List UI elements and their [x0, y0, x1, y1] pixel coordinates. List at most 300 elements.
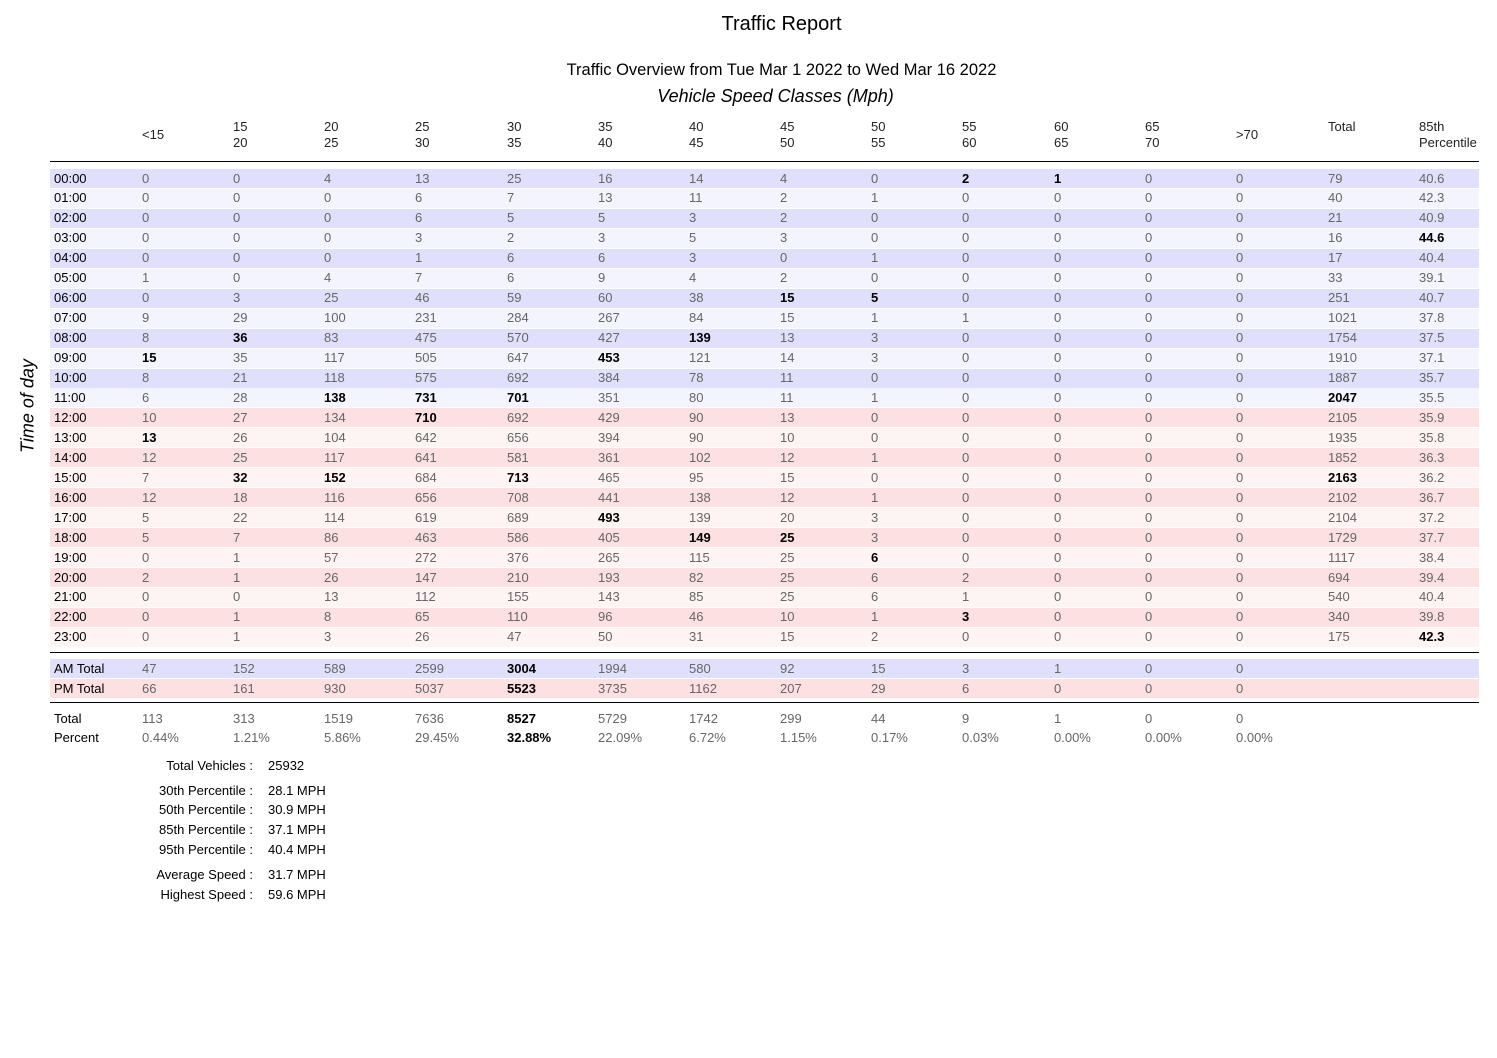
- table-cell: 15: [780, 469, 795, 485]
- table-cell: 139: [689, 330, 711, 346]
- table-cell: 0: [962, 509, 970, 525]
- table-cell: 0: [1145, 549, 1153, 565]
- row-band: [50, 209, 1479, 228]
- table-cell: 25: [780, 549, 795, 565]
- time-label: 00:00: [54, 170, 87, 186]
- table-cell: 0: [1145, 270, 1153, 286]
- table-cell: 37.1: [1419, 350, 1445, 366]
- table-cell: 29: [233, 310, 248, 326]
- table-cell: 193: [598, 569, 620, 585]
- table-cell: 26: [233, 429, 248, 445]
- table-cell: 0: [1145, 190, 1153, 206]
- subtotal-cell: 1: [1054, 660, 1062, 676]
- table-cell: 1117: [1328, 549, 1355, 565]
- table-cell: 656: [415, 489, 437, 505]
- table-cell: 6: [507, 250, 515, 266]
- table-cell: 139: [689, 509, 711, 525]
- table-cell: 1935: [1328, 429, 1357, 445]
- table-cell: 0: [1236, 190, 1244, 206]
- total-cell: 44: [871, 711, 886, 726]
- table-cell: 453: [598, 350, 620, 366]
- table-cell: 117: [324, 449, 345, 465]
- table-cell: 0: [1236, 529, 1244, 545]
- table-cell: 0: [142, 290, 150, 306]
- table-cell: 7: [415, 270, 423, 286]
- table-cell: 102: [689, 449, 711, 465]
- table-cell: 0: [142, 230, 150, 246]
- table-cell: 31: [689, 629, 704, 645]
- column-header-line2: 40: [598, 135, 613, 150]
- table-cell: 0: [1236, 290, 1244, 306]
- table-cell: 26: [415, 629, 430, 645]
- column-header-line1: 30: [507, 119, 522, 134]
- table-cell: 13: [780, 330, 795, 346]
- time-label: 19:00: [54, 549, 87, 565]
- table-cell: 18: [233, 489, 248, 505]
- total-cell: 0.00%: [1145, 729, 1182, 745]
- table-cell: 0: [871, 429, 879, 445]
- column-header: [962, 119, 976, 151]
- table-cell: 692: [507, 409, 529, 425]
- table-cell: 143: [598, 589, 620, 605]
- column-header: [871, 119, 885, 151]
- table-cell: 3: [871, 350, 879, 366]
- table-cell: 0: [1054, 629, 1062, 645]
- table-cell: 6: [142, 389, 150, 405]
- time-label: 20:00: [54, 569, 87, 585]
- subtotal-cell: 6: [962, 680, 970, 696]
- table-cell: 38: [689, 290, 704, 306]
- table-cell: 5: [142, 529, 150, 545]
- subtotal-cell: 15: [871, 660, 886, 676]
- row-band: [50, 568, 1479, 587]
- table-cell: 265: [598, 549, 620, 565]
- total-cell: 0.44%: [142, 729, 179, 745]
- table-cell: 0: [324, 190, 332, 206]
- subtotal-cell: 0: [1054, 680, 1062, 696]
- table-cell: 0: [1054, 549, 1062, 565]
- table-cell: 2: [962, 569, 970, 585]
- table-cell: 2: [142, 569, 150, 585]
- table-cell: 384: [598, 370, 620, 385]
- table-cell: 37.7: [1419, 529, 1445, 545]
- column-header: [324, 119, 338, 151]
- table-cell: 689: [507, 509, 529, 525]
- table-cell: 692: [507, 370, 529, 385]
- table-cell: 0: [1145, 250, 1153, 266]
- table-cell: 0: [1054, 389, 1062, 405]
- table-cell: 0: [1054, 290, 1062, 306]
- table-cell: 0: [871, 170, 879, 186]
- table-cell: 5: [142, 509, 150, 525]
- table-cell: 0: [233, 170, 241, 186]
- table-cell: 575: [415, 370, 437, 385]
- table-cell: 0: [233, 230, 241, 246]
- time-label: 23:00: [54, 629, 87, 645]
- column-header-line2: 45: [689, 135, 704, 150]
- row-band: [50, 309, 1479, 328]
- table-cell: 6: [871, 549, 879, 565]
- table-cell: 40.6: [1419, 170, 1445, 186]
- table-cell: 84: [689, 310, 704, 326]
- column-header: [598, 119, 612, 151]
- table-cell: 96: [598, 609, 613, 625]
- table-cell: 0: [1236, 330, 1244, 346]
- table-cell: 2105: [1328, 409, 1357, 425]
- column-header-line2: 30: [415, 135, 430, 150]
- table-cell: 0: [1054, 509, 1062, 525]
- table-cell: 42.3: [1419, 190, 1445, 206]
- table-cell: 60: [598, 290, 613, 306]
- time-label: 06:00: [54, 290, 87, 306]
- table-cell: 90: [689, 429, 704, 445]
- stat-value: 31.7 MPH: [268, 867, 326, 882]
- table-cell: 47: [507, 629, 522, 645]
- column-header: [233, 119, 247, 151]
- time-label: 11:00: [54, 389, 86, 405]
- divider-line: [50, 702, 1479, 703]
- table-cell: 36.3: [1419, 449, 1445, 465]
- table-cell: 1: [871, 449, 879, 465]
- table-cell: 6: [871, 569, 879, 585]
- table-cell: 493: [598, 509, 620, 525]
- table-cell: 0: [1145, 310, 1153, 326]
- table-cell: 0: [871, 469, 879, 485]
- table-cell: 376: [507, 549, 529, 565]
- row-band: [50, 229, 1479, 248]
- table-cell: 2: [871, 629, 879, 645]
- subtotal-label: PM Total: [54, 680, 105, 696]
- table-cell: 25: [233, 449, 248, 465]
- column-header-line1: 45: [780, 119, 795, 134]
- table-cell: 4: [780, 170, 788, 186]
- table-cell: 1: [871, 609, 879, 625]
- subtotal-cell: 29: [871, 680, 886, 696]
- stat-value: 25932: [268, 758, 305, 773]
- table-cell: 0: [142, 629, 150, 645]
- table-cell: 570: [507, 330, 529, 346]
- row-band: [50, 269, 1479, 288]
- column-header-line2: 70: [1145, 135, 1160, 150]
- table-cell: 0: [1145, 350, 1153, 366]
- table-cell: 15: [142, 350, 157, 366]
- subtotal-cell: 580: [689, 660, 711, 676]
- table-cell: 13: [780, 409, 795, 425]
- table-cell: 78: [689, 370, 704, 385]
- column-header-line1: 25: [415, 119, 430, 134]
- time-label: 04:00: [54, 250, 87, 266]
- table-cell: 713: [507, 469, 529, 485]
- column-header-line1: 20: [324, 119, 339, 134]
- table-cell: 10: [780, 429, 795, 445]
- subtotal-cell: 5037: [415, 680, 444, 696]
- table-cell: 27: [233, 409, 248, 425]
- table-cell: 0: [962, 449, 970, 465]
- table-cell: 0: [871, 409, 879, 425]
- table-cell: 95: [689, 469, 704, 485]
- row-band: [50, 588, 1479, 607]
- subtotal-cell: 3004: [507, 660, 536, 676]
- table-cell: 708: [507, 489, 529, 505]
- table-cell: 0: [233, 210, 241, 226]
- column-header-line1: Total: [1328, 119, 1356, 134]
- table-cell: 36: [233, 330, 248, 346]
- table-cell: 9: [142, 310, 150, 326]
- table-cell: 46: [689, 609, 704, 625]
- table-cell: 0: [962, 370, 970, 385]
- subtotal-band: [50, 679, 1479, 698]
- table-cell: 1: [962, 589, 970, 605]
- table-cell: 684: [415, 469, 437, 485]
- table-cell: 4: [689, 270, 697, 286]
- row-band: [50, 528, 1479, 547]
- column-header-line1: 85th: [1419, 119, 1445, 134]
- table-cell: 112: [415, 589, 436, 605]
- table-cell: 0: [1236, 609, 1244, 625]
- table-cell: 1887: [1328, 370, 1357, 385]
- table-cell: 104: [324, 429, 346, 445]
- table-cell: 0: [1054, 429, 1062, 445]
- table-cell: 2047: [1328, 389, 1357, 405]
- table-cell: 586: [507, 529, 529, 545]
- stat-label: 50th Percentile :: [159, 802, 253, 817]
- table-cell: 12: [780, 449, 795, 465]
- column-header-line2: 60: [962, 135, 977, 150]
- table-cell: 26: [324, 569, 339, 585]
- table-cell: 6: [415, 210, 423, 226]
- table-cell: 0: [962, 210, 970, 226]
- column-header-line2: 55: [871, 135, 886, 150]
- table-cell: 7: [233, 529, 241, 545]
- time-label: 03:00: [54, 230, 87, 246]
- time-label: 05:00: [54, 270, 87, 286]
- table-cell: 1: [233, 549, 241, 565]
- table-cell: 40.4: [1419, 250, 1445, 266]
- subtotal-cell: 2599: [415, 660, 444, 676]
- table-cell: 85: [689, 589, 704, 605]
- table-cell: 0: [1054, 489, 1062, 505]
- subtotal-cell: 66: [142, 680, 157, 696]
- table-cell: 4: [324, 270, 332, 286]
- table-cell: 3: [780, 230, 788, 246]
- table-cell: 25: [780, 529, 795, 545]
- table-cell: 0: [962, 549, 970, 565]
- column-header-line1: 55: [962, 119, 977, 134]
- table-cell: 0: [1054, 270, 1062, 286]
- total-cell: 0.00%: [1236, 729, 1273, 745]
- subtotal-cell: 1994: [598, 660, 627, 676]
- stat-label: 95th Percentile :: [159, 842, 253, 857]
- table-cell: 0: [1145, 429, 1153, 445]
- table-cell: 0: [871, 210, 879, 226]
- table-cell: 0: [233, 190, 241, 206]
- table-cell: 427: [598, 330, 620, 346]
- table-cell: 8: [324, 609, 332, 625]
- table-cell: 642: [415, 429, 437, 445]
- table-cell: 39.4: [1419, 569, 1445, 585]
- table-cell: 115: [689, 549, 710, 565]
- subtotal-cell: 0: [1145, 680, 1153, 696]
- time-label: 01:00: [54, 190, 87, 206]
- table-cell: 731: [415, 389, 437, 405]
- column-header: [415, 119, 429, 151]
- row-band: [50, 408, 1479, 427]
- subtotal-cell: 589: [324, 660, 346, 676]
- table-cell: 20: [780, 509, 795, 525]
- table-cell: 21: [233, 370, 248, 385]
- total-cell: 32.88%: [507, 729, 552, 745]
- table-cell: 1: [871, 250, 879, 266]
- total-cell: 113: [142, 711, 163, 726]
- time-label: 18:00: [54, 529, 87, 545]
- table-cell: 138: [689, 489, 711, 505]
- column-header-line2: 65: [1054, 135, 1069, 150]
- table-cell: 6: [507, 270, 515, 286]
- table-cell: 351: [598, 389, 620, 405]
- table-cell: 15: [780, 310, 795, 326]
- table-cell: 5: [598, 210, 606, 226]
- subtotal-cell: 207: [780, 680, 802, 696]
- row-band: [50, 628, 1479, 647]
- table-cell: 1: [871, 190, 879, 206]
- table-cell: 0: [1236, 409, 1244, 425]
- row-band: [50, 428, 1479, 447]
- table-cell: 0: [1145, 210, 1153, 226]
- table-cell: 267: [598, 310, 620, 326]
- table-cell: 1: [871, 389, 879, 405]
- row-band: [50, 249, 1479, 268]
- table-cell: 2102: [1328, 489, 1357, 505]
- table-cell: 149: [689, 529, 711, 545]
- table-cell: 16: [1328, 230, 1343, 246]
- table-cell: 0: [324, 230, 332, 246]
- total-label: Percent: [54, 729, 99, 745]
- table-cell: 0: [1236, 250, 1244, 266]
- total-cell: 1.15%: [780, 729, 817, 745]
- table-cell: 3: [689, 210, 697, 226]
- column-header-line2: <15: [142, 127, 165, 142]
- row-band: [50, 508, 1479, 527]
- table-cell: 0: [142, 190, 150, 206]
- table-cell: 114: [324, 509, 345, 525]
- table-cell: 0: [1054, 370, 1062, 385]
- table-cell: 0: [1145, 449, 1153, 465]
- row-band: [50, 189, 1479, 208]
- column-header-line2: 50: [780, 135, 795, 150]
- table-cell: 80: [689, 389, 704, 405]
- subtotal-cell: 1162: [689, 680, 717, 696]
- table-cell: 117: [324, 350, 345, 366]
- table-cell: 0: [142, 609, 150, 625]
- table-cell: 1: [1054, 170, 1062, 186]
- table-cell: 12: [142, 449, 157, 465]
- table-cell: 0: [1145, 469, 1153, 485]
- table-cell: 0: [1236, 270, 1244, 286]
- table-cell: 540: [1328, 589, 1350, 605]
- stat-label: 85th Percentile :: [159, 822, 253, 837]
- table-cell: 3: [871, 330, 879, 346]
- table-cell: 2: [962, 170, 970, 186]
- table-cell: 15: [780, 290, 795, 306]
- table-cell: 14: [780, 350, 795, 366]
- table-cell: 0: [1145, 589, 1153, 605]
- table-cell: 116: [324, 489, 345, 505]
- table-cell: 2104: [1328, 509, 1357, 525]
- table-cell: 272: [415, 549, 437, 565]
- table-cell: 0: [1236, 170, 1244, 186]
- table-cell: 0: [1236, 449, 1244, 465]
- column-header-line1: 60: [1054, 119, 1069, 134]
- total-cell: 5729: [598, 711, 627, 726]
- table-cell: 0: [1054, 449, 1062, 465]
- table-cell: 0: [1054, 589, 1062, 605]
- time-label: 02:00: [54, 210, 87, 226]
- row-band: [50, 289, 1479, 308]
- table-cell: 0: [142, 589, 150, 605]
- table-cell: 0: [1145, 609, 1153, 625]
- table-cell: 0: [962, 190, 970, 206]
- table-cell: 0: [1145, 529, 1153, 545]
- subtotal-cell: 92: [780, 660, 795, 676]
- table-cell: 0: [1236, 389, 1244, 405]
- time-label: 07:00: [54, 310, 87, 326]
- stat-label: Total Vehicles :: [166, 758, 253, 773]
- table-cell: 83: [324, 330, 339, 346]
- table-cell: 40.4: [1419, 589, 1445, 605]
- stat-label: 30th Percentile :: [159, 783, 253, 798]
- table-cell: 0: [1236, 230, 1244, 246]
- table-cell: 0: [962, 330, 970, 346]
- subtotal-cell: 0: [1236, 680, 1244, 696]
- table-cell: 9: [598, 270, 606, 286]
- column-header: [780, 119, 794, 151]
- column-header-line2: 20: [233, 135, 248, 150]
- table-cell: 641: [415, 449, 437, 465]
- stat-label: Highest Speed :: [160, 887, 253, 902]
- table-cell: 6: [415, 190, 423, 206]
- table-cell: 36.7: [1419, 489, 1445, 505]
- table-cell: 0: [962, 290, 970, 306]
- table-cell: 0: [1145, 170, 1153, 186]
- table-cell: 694: [1328, 569, 1350, 585]
- total-cell: 22.09%: [598, 729, 643, 745]
- subtotal-label: AM Total: [54, 660, 105, 676]
- table-cell: 0: [1054, 250, 1062, 266]
- table-cell: 0: [1236, 629, 1244, 645]
- table-cell: 57: [324, 549, 339, 565]
- column-header: [507, 119, 521, 151]
- table-cell: 3: [324, 629, 332, 645]
- table-cell: 0: [962, 469, 970, 485]
- time-label: 13:00: [54, 429, 87, 445]
- table-cell: 35: [233, 350, 248, 366]
- table-cell: 1021: [1328, 310, 1357, 326]
- stat-value: 37.1 MPH: [268, 822, 326, 837]
- table-cell: 0: [142, 549, 150, 565]
- table-cell: 12: [142, 489, 157, 505]
- subtotal-cell: 152: [233, 660, 255, 676]
- table-cell: 39.8: [1419, 609, 1445, 625]
- table-cell: 138: [324, 389, 346, 405]
- table-cell: 0: [871, 230, 879, 246]
- table-cell: 121: [689, 350, 711, 366]
- table-cell: 12: [780, 489, 795, 505]
- table-cell: 35.9: [1419, 409, 1445, 425]
- table-cell: 13: [598, 190, 613, 206]
- row-band: [50, 488, 1479, 507]
- table-cell: 0: [233, 270, 241, 286]
- table-cell: 3: [233, 290, 241, 306]
